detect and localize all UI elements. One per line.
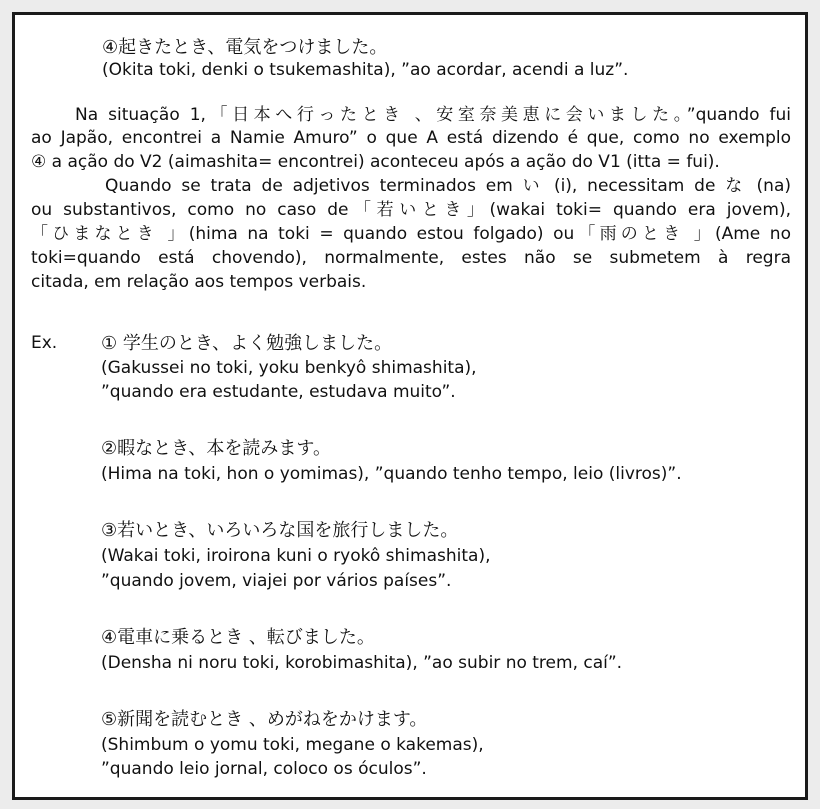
paragraph2-line-3: 「ひまなとき 」(hima na toki = quando estou folgado) ou「雨のとき 」(Ame no [31, 224, 791, 244]
example-2-japanese: ②暇なとき、本を読みます。 [101, 438, 331, 459]
paragraph2-line-5: citada, em relação aos tempos verbais. [31, 272, 367, 292]
example-1-romaji: (Gakussei no toki, yoku benkyô shimashita), [101, 358, 477, 378]
example-5-romaji: (Shimbum o yomu toki, megane o kakemas), [101, 735, 484, 755]
examples-label: Ex. [31, 333, 58, 353]
paragraph1-line-2: ao Japão, encontrei a Namie Amuro” o que A está dizendo é que, como no exemplo [31, 128, 791, 148]
paragraph2-line-4: toki=quando está chovendo), normalmente, estes não se submetem à regra [31, 248, 791, 268]
paragraph1-line-3: ④ a ação do V2 (aimashita= encontrei) aconteceu após a ação do V1 (itta = fui). [31, 152, 720, 172]
example-3-japanese: ③若いとき、いろいろな国を旅行しました。 [101, 520, 459, 541]
example-4-romaji: (Densha ni noru toki, korobimashita), ”ao subir no trem, caí”. [101, 653, 623, 673]
example-5-japanese: ⑤新聞を読むとき 、めがねをかけます。 [101, 709, 428, 730]
example-3-translation: ”quando jovem, viajei por vários países”. [101, 571, 452, 591]
example-4-japanese: ④電車に乗るとき 、転びました。 [101, 627, 375, 648]
paragraph2-line-1: Quando se trata de adjetivos terminados em い (i), necessitam de な (na) [105, 176, 791, 196]
page-frame [12, 12, 808, 800]
paragraph2-line-2: ou substantivos, como no caso de「若いとき」(wakai toki= quando era jovem), [31, 200, 791, 220]
example-2-romaji: (Hima na toki, hon o yomimas), ”quando tenho tempo, leio (livros)”. [101, 464, 682, 484]
example-1-translation: ”quando era estudante, estudava muito”. [101, 382, 456, 402]
example-3-romaji: (Wakai toki, iroirona kuni o ryokô shimashita), [101, 546, 491, 566]
paragraph1-line-1: Na situação 1,「日本へ行ったとき 、安室奈美恵に会いました。”quando fui [75, 105, 791, 125]
top-example-japanese: ④起きたとき、電気をつけました。 [102, 37, 388, 58]
example-1-japanese: ① 学生のとき、よく勉強しました。 [101, 333, 393, 354]
top-example-romaji: (Okita toki, denki o tsukemashita), ”ao acordar, acendi a luz”. [102, 60, 629, 80]
example-5-translation: ”quando leio jornal, coloco os óculos”. [101, 759, 427, 779]
